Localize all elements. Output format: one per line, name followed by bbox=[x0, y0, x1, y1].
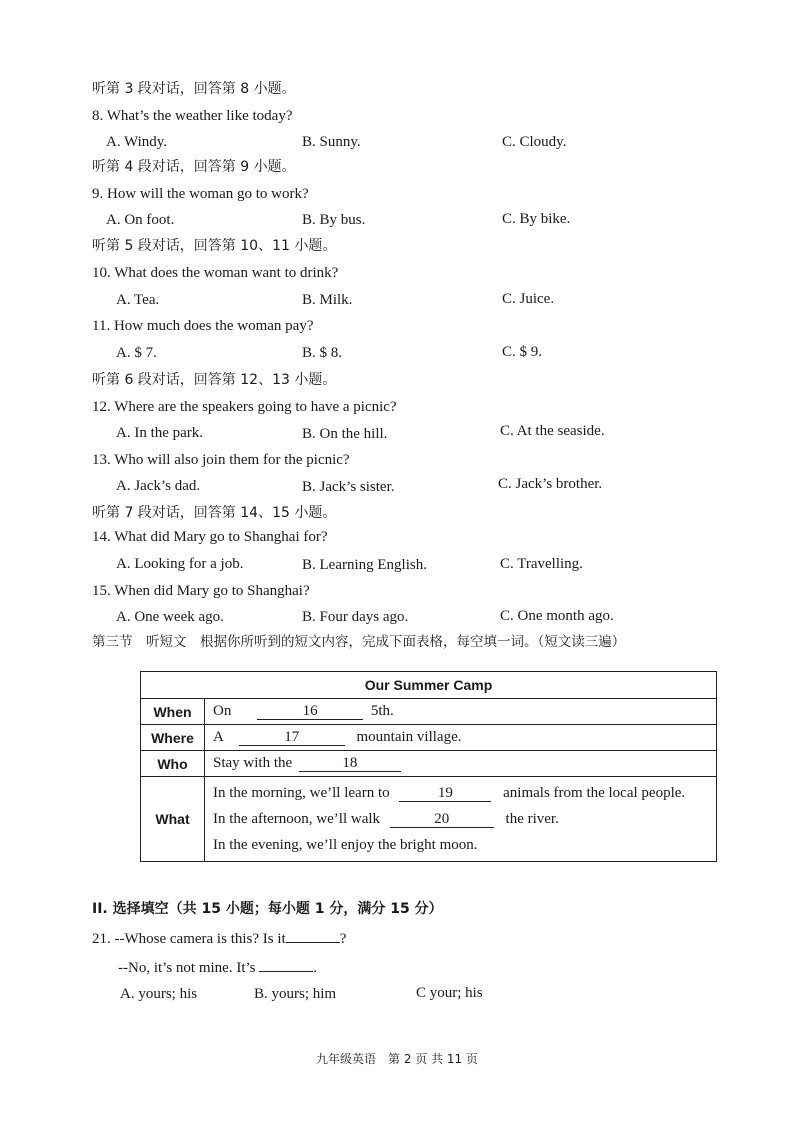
row-value-what bbox=[205, 777, 717, 862]
option-11a: A. $ 7. bbox=[116, 345, 157, 361]
option-15c: C. One month ago. bbox=[500, 608, 614, 624]
part-3-instruction: 第三节 听短文 根据你所听到的短文内容，完成下面表格，每空填一词。（短文读三遍） bbox=[92, 634, 626, 650]
option-8b: B. Sunny. bbox=[302, 134, 361, 150]
option-21c: C your; his bbox=[416, 985, 483, 1001]
option-13a: A. Jack’s dad. bbox=[116, 478, 201, 494]
option-14b: B. Learning English. bbox=[302, 557, 427, 573]
row-label-when: When bbox=[141, 699, 205, 725]
question-10: 10. What does the woman want to drink? bbox=[92, 265, 339, 281]
q21-reply-end: . bbox=[313, 960, 317, 976]
option-15b: B. Four days ago. bbox=[302, 609, 409, 625]
option-11b: B. $ 8. bbox=[302, 345, 343, 361]
row-value-who bbox=[205, 751, 717, 777]
section-3-instruction: 听第 3 段对话，回答第 8 小题。 bbox=[92, 81, 296, 97]
row-label-who: Who bbox=[141, 751, 205, 777]
who-prefix: Stay with the bbox=[213, 755, 293, 771]
question-14: 14. What did Mary go to Shanghai for? bbox=[92, 529, 328, 545]
option-13b: B. Jack’s sister. bbox=[302, 479, 395, 495]
what-morning-suffix: animals from the local people. bbox=[503, 785, 686, 801]
blank-19: 19 bbox=[399, 786, 491, 802]
row-label-where: Where bbox=[141, 725, 205, 751]
what-afternoon-suffix: the river. bbox=[505, 811, 559, 827]
where-suffix: mountain village. bbox=[356, 729, 462, 745]
page-footer: 九年级英语 第 2 页 共 11 页 bbox=[316, 1052, 478, 1066]
option-9a: A. On foot. bbox=[106, 212, 175, 228]
section-4-instruction: 听第 4 段对话，回答第 9 小题。 bbox=[92, 159, 296, 175]
option-8a: A. Windy. bbox=[106, 134, 168, 150]
question-11: 11. How much does the woman pay? bbox=[92, 318, 314, 334]
row-label-what: What bbox=[141, 777, 205, 862]
section-5-instruction: 听第 5 段对话，回答第 10、11 小题。 bbox=[92, 238, 337, 254]
what-morning bbox=[213, 780, 708, 806]
question-21-line1 bbox=[92, 928, 346, 948]
what-afternoon bbox=[213, 806, 708, 832]
q21-blank-2 bbox=[259, 957, 313, 972]
option-21a: A. yours; his bbox=[120, 986, 198, 1002]
part-2-heading: II. 选择填空（共 15 小题；每小题 1 分，满分 15 分） bbox=[92, 901, 443, 917]
option-14a: A. Looking for a job. bbox=[116, 556, 244, 572]
what-evening: In the evening, we’ll enjoy the bright moon. bbox=[213, 837, 478, 853]
when-prefix: On bbox=[213, 703, 232, 719]
question-21-line2 bbox=[118, 957, 317, 977]
option-21b: B. yours; him bbox=[254, 986, 337, 1002]
option-14c: C. Travelling. bbox=[500, 556, 583, 572]
blank-20: 20 bbox=[390, 812, 494, 828]
blank-17: 17 bbox=[239, 730, 345, 746]
option-13c: C. Jack’s brother. bbox=[498, 476, 603, 492]
question-8: 8. What’s the weather like today? bbox=[92, 108, 293, 124]
option-11c: C. $ 9. bbox=[502, 344, 543, 360]
what-morning-text: In the morning, we’ll learn to bbox=[213, 785, 390, 801]
blank-16: 16 bbox=[257, 704, 363, 720]
question-13: 13. Who will also join them for the picnic? bbox=[92, 452, 350, 468]
option-12a: A. In the park. bbox=[116, 425, 204, 441]
q21-blank-1 bbox=[286, 928, 340, 943]
row-value-where bbox=[205, 725, 717, 751]
what-afternoon-text: In the afternoon, we’ll walk bbox=[213, 811, 381, 827]
table-title: Our Summer Camp bbox=[141, 672, 717, 699]
when-suffix: 5th. bbox=[370, 703, 394, 719]
question-15: 15. When did Mary go to Shanghai? bbox=[92, 583, 310, 599]
option-12c: C. At the seaside. bbox=[500, 423, 605, 439]
q21-prompt-end: ? bbox=[339, 931, 347, 947]
where-prefix: A bbox=[213, 729, 224, 745]
blank-18: 18 bbox=[299, 756, 401, 772]
option-12b: B. On the hill. bbox=[302, 426, 388, 442]
q21-reply: --No, it’s not mine. It’s bbox=[118, 960, 256, 976]
row-value-when bbox=[205, 699, 717, 725]
option-9c: C. By bike. bbox=[502, 211, 571, 227]
summer-camp-table bbox=[140, 671, 717, 862]
option-10b: B. Milk. bbox=[302, 292, 353, 308]
q21-prompt: 21. --Whose camera is this? Is it bbox=[92, 931, 286, 947]
option-8c: C. Cloudy. bbox=[502, 134, 567, 150]
question-12: 12. Where are the speakers going to have a picnic? bbox=[92, 399, 397, 415]
option-10a: A. Tea. bbox=[116, 292, 160, 308]
question-9: 9. How will the woman go to work? bbox=[92, 186, 309, 202]
section-7-instruction: 听第 7 段对话，回答第 14、15 小题。 bbox=[92, 505, 337, 521]
option-10c: C. Juice. bbox=[502, 291, 555, 307]
option-9b: B. By bus. bbox=[302, 212, 366, 228]
option-15a: A. One week ago. bbox=[116, 609, 224, 625]
section-6-instruction: 听第 6 段对话，回答第 12、13 小题。 bbox=[92, 372, 337, 388]
